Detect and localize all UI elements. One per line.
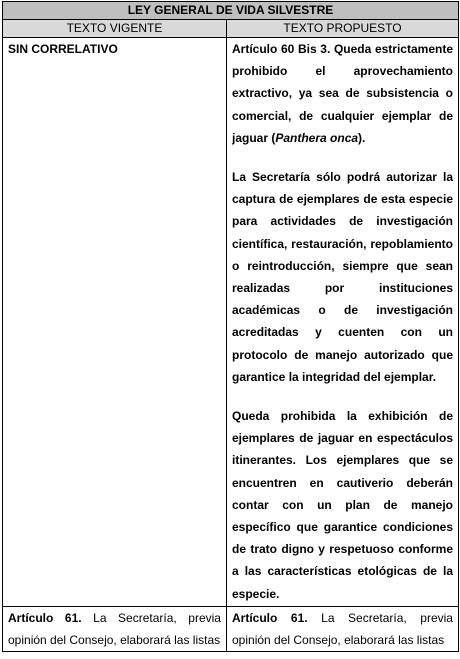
next-proposed-cell xyxy=(227,607,459,652)
proposed-p1-end: ). xyxy=(358,130,366,145)
proposed-text-cell xyxy=(227,38,459,607)
proposed-paragraph-3: Queda prohibida la exhibición de ejemplares de jaguar en espectáculos itinerantes. Los ejemplares que se encuentren en cautiverio deberán contar con un plan de manejo específico que garantice condiciones de trato digno y respetuoso conforme a las características etológicas de la especie. xyxy=(232,409,453,601)
proposed-paragraph-2: La Secretaría sólo podrá autorizar la captura de ejemplares de esta especie para actividades de investigación científica, restauración, repoblamiento o reintroducción, siempre que sean realizadas por instituciones académicas o de investigación acreditadas y cuenten con un protocolo de manejo autorizado que garantice la integridad del ejemplar. xyxy=(232,170,453,384)
current-text-cell xyxy=(3,38,227,607)
table-row xyxy=(3,38,459,607)
table-row xyxy=(3,607,459,652)
current-text: SIN CORRELATIVO xyxy=(8,42,118,56)
article-61-label-proposed: Artículo 61. xyxy=(232,611,308,625)
column-header-proposed: TEXTO PROPUESTO xyxy=(227,20,459,38)
law-title: LEY GENERAL DE VIDA SILVESTRE xyxy=(3,2,459,20)
species-name: Panthera onca xyxy=(275,130,359,145)
column-header-current: TEXTO VIGENTE xyxy=(3,20,227,38)
proposed-p1-text: Artículo 60 Bis 3. Queda estrictamente prohibido el aprovechamiento extractivo, ya sea de subsistencia o comercial, de cualquier ejemplar de jaguar ( xyxy=(232,42,453,145)
article-61-text-current: La Secretaría, previa opinión del Consejo, elaborará las listas xyxy=(8,611,221,648)
law-comparison-table xyxy=(2,1,459,652)
article-61-text-proposed: La Secretaría, previa opinión del Consejo, elaborará las listas xyxy=(232,611,453,648)
proposed-paragraph-1 xyxy=(232,38,453,149)
next-current-cell xyxy=(3,607,227,652)
article-61-label-current: Artículo 61. xyxy=(8,611,82,625)
